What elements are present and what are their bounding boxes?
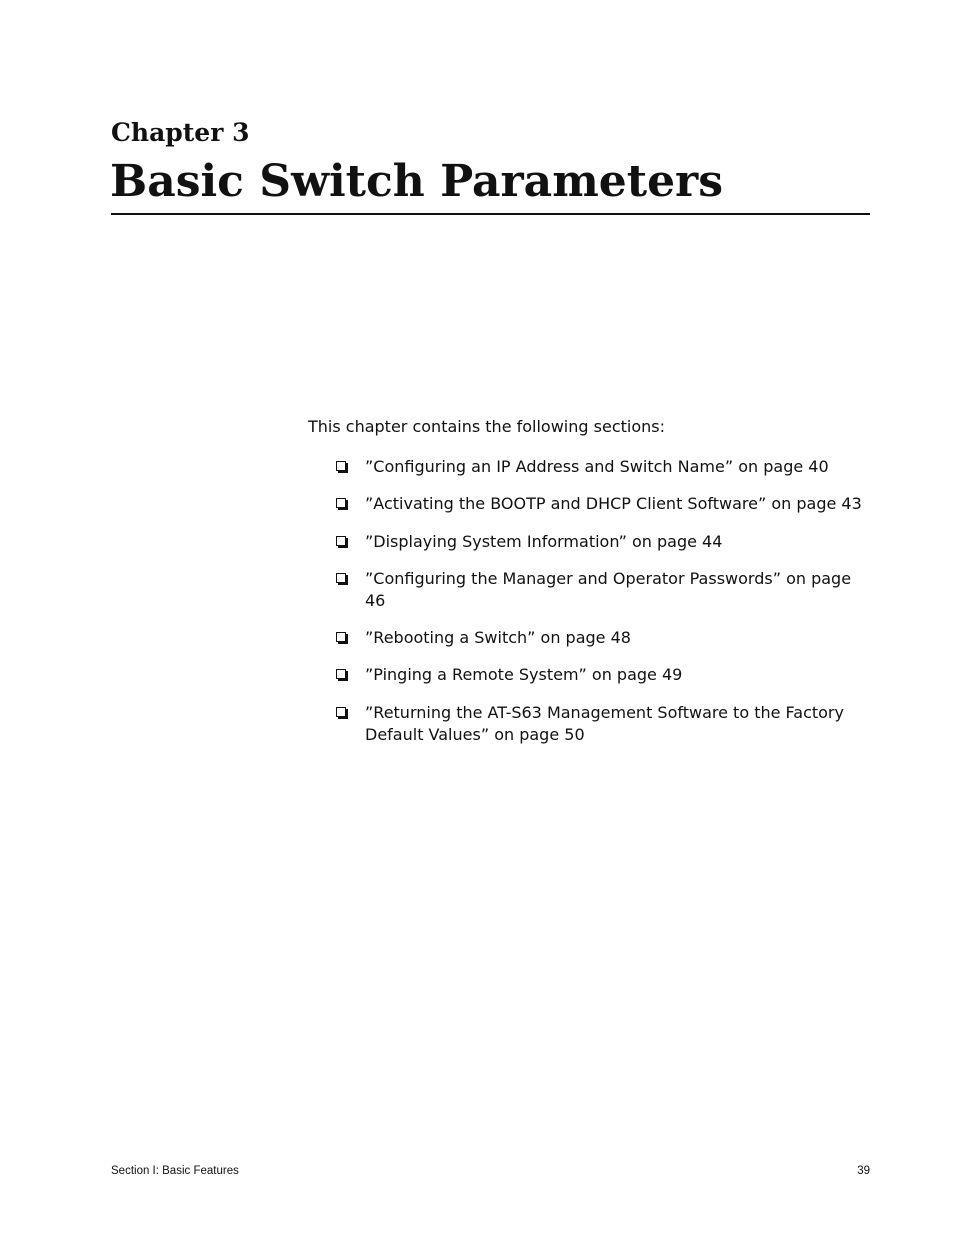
section-link-text[interactable]: ”Configuring the Manager and Operator Passwords” on page 46 (365, 568, 852, 610)
list-item (336, 493, 876, 515)
chapter-title: Basic Switch Parameters (110, 156, 724, 207)
checkbox-bullet-icon (336, 573, 346, 583)
list-item (336, 568, 876, 612)
checkbox-bullet-icon (336, 707, 346, 717)
section-link-text[interactable]: ”Displaying System Information” on page 44 (365, 531, 723, 551)
list-item (336, 456, 876, 478)
section-link-text[interactable]: ”Configuring an IP Address and Switch Name” on page 40 (365, 457, 829, 476)
section-link-text[interactable]: ”Activating the BOOTP and DHCP Client Software” on page 43 (365, 494, 862, 514)
footer-section-name: Section I: Basic Features (111, 1165, 239, 1177)
checkbox-bullet-icon (336, 669, 346, 679)
list-item (336, 627, 876, 649)
checkbox-bullet-icon (336, 536, 346, 546)
intro-text: This chapter contains the following sections: (308, 417, 665, 436)
chapter-label: Chapter 3 (111, 118, 250, 147)
section-link-text[interactable]: ”Pinging a Remote System” on page 49 (365, 665, 683, 685)
list-item (336, 531, 876, 553)
section-link-text[interactable]: ”Returning the AT-S63 Management Software to the Factory Default Values” on page 50 (365, 702, 844, 744)
footer-page-number: 39 (857, 1165, 870, 1177)
checkbox-bullet-icon (336, 498, 346, 508)
section-list (336, 456, 876, 761)
list-item (336, 664, 876, 686)
checkbox-bullet-icon (336, 632, 346, 642)
checkbox-bullet-icon (336, 461, 346, 471)
list-item (336, 702, 876, 746)
title-divider (111, 213, 870, 215)
section-link-text[interactable]: ”Rebooting a Switch” on page 48 (365, 628, 631, 648)
